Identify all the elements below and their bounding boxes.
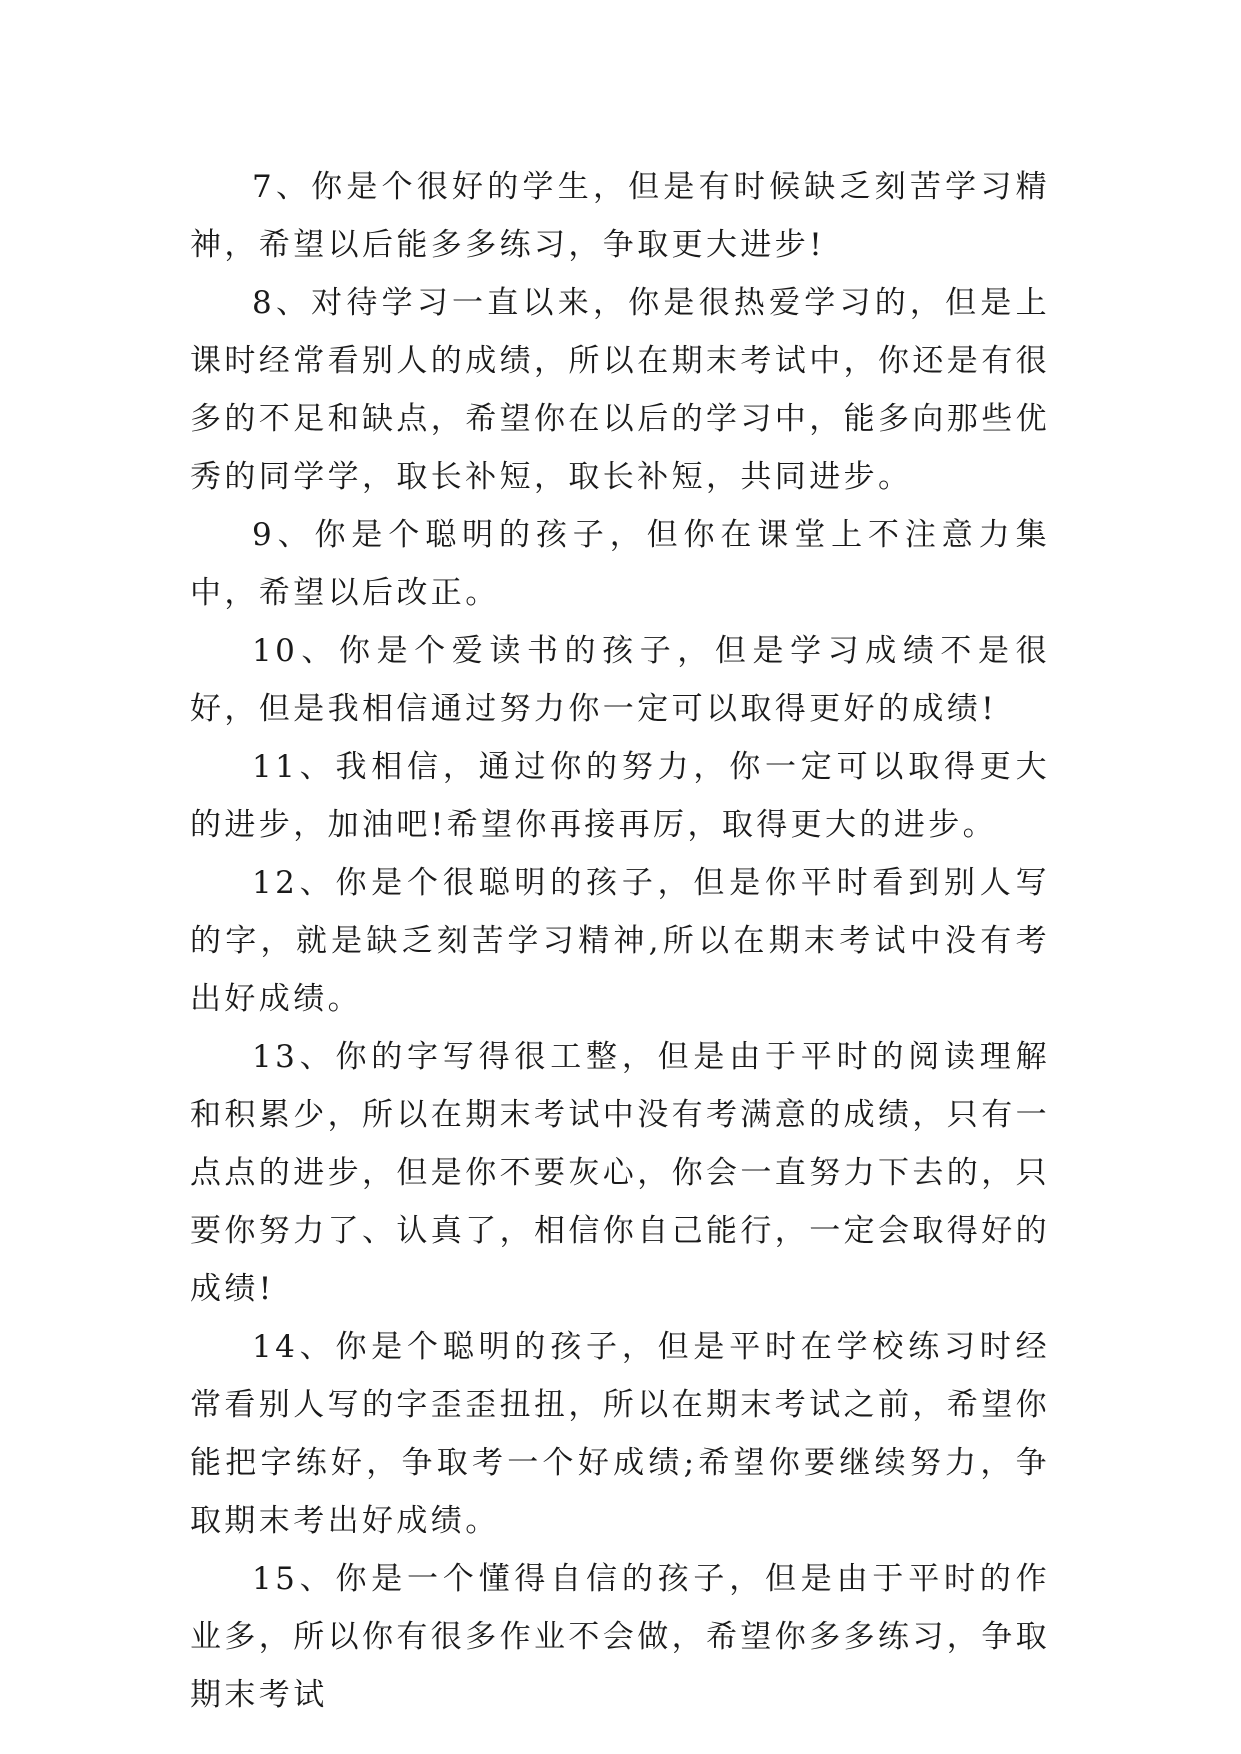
paragraph-8: 8、对待学习一直以来，你是很热爱学习的，但是上课时经常看别人的成绩，所以在期末考试中，你还是有很多的不足和缺点，希望你在以后的学习中，能多向那些优秀的同学学，取长补短，取长补短，共同进步。	[190, 285, 1050, 495]
paragraph-12: 12、你是个很聪明的孩子，但是你平时看到别人写的字，就是缺乏刻苦学习精神,所以在期末考试中没有考出好成绩。	[190, 865, 1050, 1017]
paragraph-11: 11、我相信，通过你的努力，你一定可以取得更大的进步，加油吧!希望你再接再厉，取得更大的进步。	[190, 749, 1050, 843]
document-body	[190, 158, 1050, 1724]
paragraph-13: 13、你的字写得很工整，但是由于平时的阅读理解和积累少，所以在期末考试中没有考满意的成绩，只有一点点的进步，但是你不要灰心，你会一直努力下去的，只要你努力了、认真了，相信你自己能行，一定会取得好的成绩!	[190, 1039, 1050, 1307]
paragraph-15: 15、你是一个懂得自信的孩子，但是由于平时的作业多，所以你有很多作业不会做，希望你多多练习，争取期末考试	[190, 1561, 1050, 1713]
paragraph-9: 9、你是个聪明的孩子，但你在课堂上不注意力集中，希望以后改正。	[190, 517, 1050, 611]
paragraph-10: 10、你是个爱读书的孩子，但是学习成绩不是很好，但是我相信通过努力你一定可以取得更好的成绩!	[190, 633, 1050, 727]
paragraph-7: 7、你是个很好的学生，但是有时候缺乏刻苦学习精神，希望以后能多多练习，争取更大进步!	[190, 169, 1050, 263]
paragraph-14: 14、你是个聪明的孩子，但是平时在学校练习时经常看别人写的字歪歪扭扭，所以在期末考试之前，希望你能把字练好，争取考一个好成绩;希望你要继续努力，争取期末考出好成绩。	[190, 1329, 1050, 1539]
